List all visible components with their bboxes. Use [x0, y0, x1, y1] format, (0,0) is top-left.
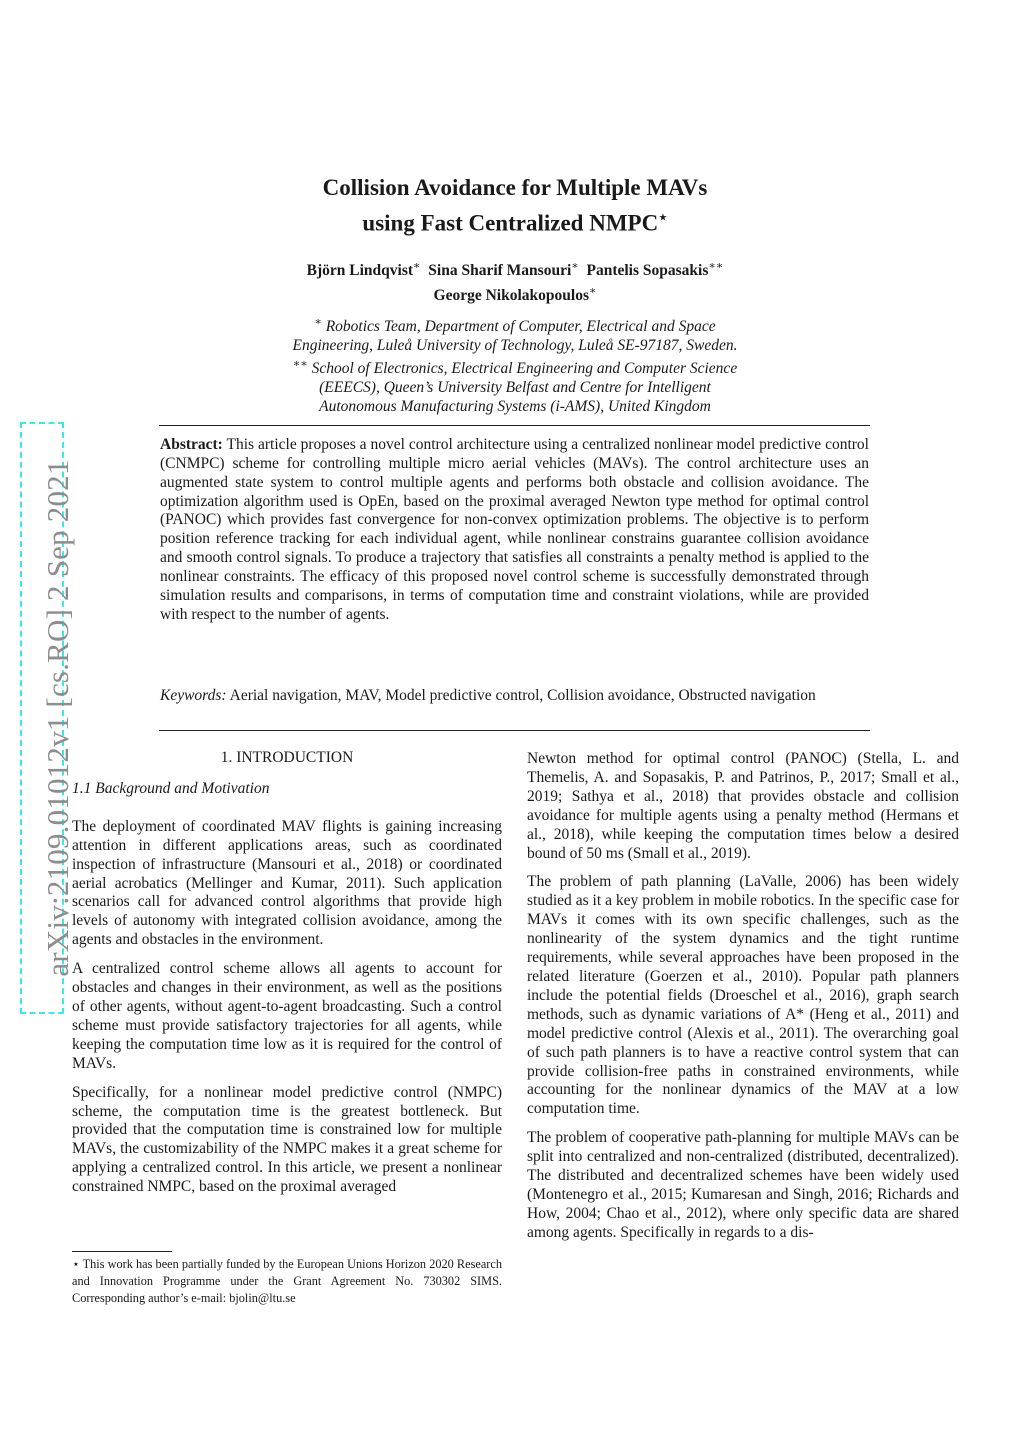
left-column: [72, 749, 502, 1207]
abstract: [160, 436, 869, 624]
affiliation-line-1: ∗ Robotics Team, Department of Computer, Electrical and Space: [314, 316, 716, 336]
paragraph: The problem of path planning (LaValle, 2006) has been widely studied as it a key problem in mobile robotics. In the specific case for MAVs it comes with its own specific challenges, such as the nonlinearity of the system dynamics and the tight runtime requirements, while several approaches have been proposed in the related literature (Goerzen et al., 2010). Popular path planners include the potential fields (Droeschel et al., 2016), graph search methods, such as dynamic variations of A* (Heng et al., 2011) and model predictive control (Alexis et al., 2011). The overarching goal of such path planners is to have a reactive control system that can provide collision-free paths in constrained environments, while accounting for the nonlinear dynamics of the MAV at a low computation time.: [527, 873, 959, 1118]
right-column: [527, 750, 959, 1253]
affiliation-line-4: (EEECS), Queen’s University Belfast and Centre for Intelligent: [319, 379, 711, 397]
keywords: [160, 686, 869, 705]
affiliations: [160, 313, 870, 416]
footnote-mark: ⋆: [72, 1257, 80, 1271]
author-lindqvist: Björn Lindqvist: [306, 262, 414, 280]
keywords-label: Keywords:: [160, 687, 227, 704]
paragraph: Specifically, for a nonlinear model predictive control (NMPC) scheme, the computation time is the greatest bottleneck. But provided that the computation time is constrained low for multiple MAVs, the customizability of the NMPC makes it a great scheme for applying a centralized control. In this article, we present a nonlinear constrained NMPC, based on the proximal averaged: [72, 1083, 502, 1196]
abstract-text: This article proposes a novel control architecture using a centralized nonlinear model predictive control (CNMPC) scheme for controlling multiple micro aerial vehicles (MAVs). The control architecture uses an augmented state system to control multiple agents and performs both obstacle and collision avoidance. The optimization algorithm used is OpEn, based on the proximal averaged Newton type method for optimal control (PANOC) which provides fast convergence for non-convex optimization problems. The objective is to perform position reference tracking for each individual agent, while nonlinear constrains guarantee collision avoidance and smooth control signals. To produce a trajectory that satisfies all constraints a penalty method is applied to the nonlinear constraints. The efficacy of this proposed novel control scheme is successfully demonstrated through simulation results and comparisons, in terms of computation time and constraint violations, while are provided with respect to the number of agents.: [160, 436, 869, 623]
paragraph: A centralized control scheme allows all agents to account for obstacles and changes in their environment, as well as the positions of other agents, without agent-to-agent broadcasting. Such a control scheme must provide satisfactory trajectories for all agents, while keeping the computation time low as it is required for the control of MAVs.: [72, 960, 502, 1072]
subsection-heading-background: 1.1 Background and Motivation: [72, 779, 270, 797]
author-mansouri: Sina Sharif Mansouri: [428, 262, 572, 280]
footnote: [72, 1256, 502, 1307]
author-line-1: Björn Lindqvist∗ Sina Sharif Mansouri∗ Pantelis Sopasakis∗∗: [306, 260, 724, 280]
author-list: [160, 256, 870, 306]
keywords-bottom-rule: [159, 730, 870, 731]
paper-title: [160, 172, 870, 239]
affiliation-line-2: Engineering, Luleå University of Technology, Luleå SE-97187, Sweden.: [292, 337, 738, 355]
abstract-label: Abstract:: [160, 436, 223, 453]
author-nikolakopoulos: George Nikolakopoulos: [433, 287, 589, 305]
title-line-1: Collision Avoidance for Multiple MAVs: [322, 175, 708, 200]
paragraph: Newton method for optimal control (PANOC) (Stella, L. and Themelis, A. and Sopasakis, P. and Patrinos, P., 2017; Small et al., 2019; Sathya et al., 2018) that provides obstacle and collision avoidance for multiple agents using a penalty method (Hermans et al., 2018), while keeping the computation times below a desired bound of 50 ms (Small et al., 2019).: [527, 750, 959, 862]
title-footnote-mark: ⋆: [658, 210, 668, 226]
author-line-2: George Nikolakopoulos∗: [433, 285, 597, 305]
author-sopasakis: Pantelis Sopasakis: [586, 262, 709, 280]
title-line-2: using Fast Centralized NMPC⋆: [362, 210, 668, 236]
paragraph: The deployment of coordinated MAV flights is gaining increasing attention in different applications areas, such as coordinated inspection of infrastructure (Mansouri et al., 2018) or coordinated aerial acrobatics (Mellinger and Kumar, 2011). Such application scenarios call for advanced control algorithms that provide high levels of autonomy with integrated collision avoidance, among the agents and obstacles in the environment.: [72, 817, 502, 949]
abstract-top-rule: [159, 425, 870, 426]
paragraph: The problem of cooperative path-planning for multiple MAVs can be split into centralized and non-centralized (distributed, decentralized). The distributed and decentralized schemes have been widely used (Montenegro et al., 2015; Kumaresan and Singh, 2016; Richards and How, 2004; Chao et al., 2012), where only specific data are shared among agents. Specifically in regards to a dis-: [527, 1129, 959, 1241]
affiliation-line-5: Autonomous Manufacturing Systems (i-AMS), United Kingdom: [319, 398, 711, 416]
footnote-rule: [72, 1251, 172, 1252]
section-heading-introduction: 1. INTRODUCTION: [220, 749, 354, 766]
arxiv-identifier: arXiv:2109.01012v1 [cs.RO] 2 Sep 2021: [40, 459, 75, 977]
affiliation-line-3: ∗∗ School of Electronics, Electrical Engineering and Computer Science: [292, 358, 738, 378]
footnote-text: This work has been partially funded by the European Unions Horizon 2020 Research and Innovation Programme under the Grant Agreement No. 730302 SIMS. Corresponding author’s e-mail: bjolin@ltu.se: [72, 1257, 502, 1305]
keywords-text: Aerial navigation, MAV, Model predictive control, Collision avoidance, Obstructed navigation: [229, 687, 816, 704]
